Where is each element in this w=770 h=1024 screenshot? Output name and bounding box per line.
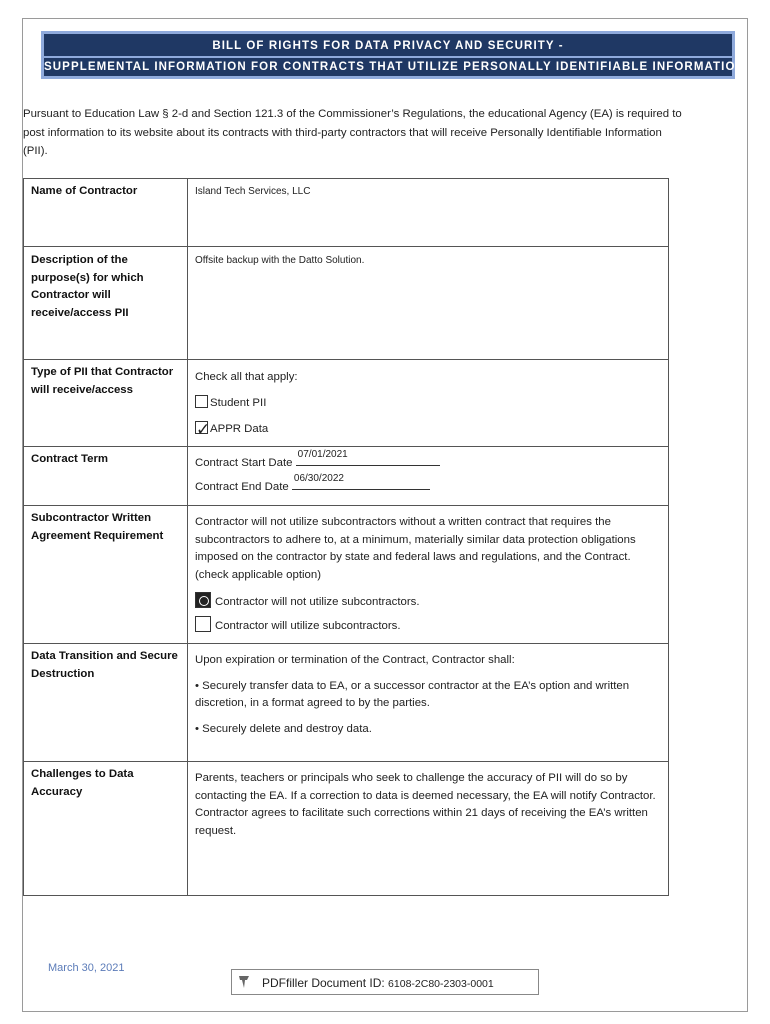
transition-bullet-1: • Securely transfer data to EA, or a successor contractor at the EA’s option and written discretion, in a format agreed to by the parties.	[195, 679, 630, 709]
subcontractor-text: Contractor will not utilize subcontractors without a written contract that requires the subcontractors to adhere to, at a minimum, materially similar data protection obligations imposed on the contractor by state and federal laws and regulations, and the Contract. (check applicable option)	[195, 516, 636, 581]
end-date-field[interactable]	[292, 475, 430, 490]
appr-data-checkbox[interactable]	[195, 421, 208, 434]
footer-date: March 30, 2021	[48, 962, 125, 974]
label-purpose: Description of the purpose(s) for which Contractor will receive/access PII	[24, 247, 188, 360]
option-not-utilize[interactable]	[195, 590, 661, 614]
contractor-name-field[interactable]: Island Tech Services, LLC	[195, 186, 311, 197]
student-pii-label: Student PII	[210, 397, 267, 409]
start-date-row	[195, 451, 661, 475]
end-date-label: Contract End Date	[195, 481, 289, 493]
end-date-row	[195, 475, 661, 499]
label-challenges: Challenges to Data Accuracy	[24, 762, 188, 896]
option-will-utilize[interactable]	[195, 614, 661, 638]
label-contractor: Name of Contractor	[24, 179, 188, 247]
student-pii-checkbox[interactable]	[195, 395, 208, 408]
pdf-id-value: 6108-2C80-2303-0001	[388, 978, 494, 990]
table-row-subcontractor	[24, 506, 669, 644]
title-banner	[41, 31, 745, 79]
table-row-purpose	[24, 247, 669, 360]
intro-paragraph: Pursuant to Education Law § 2-d and Section 121.3 of the Commissioner’s Regulations, the educational Agency (EA) is required to post information to its website about its contracts with third-party contractors that will receive Personally Identifiable Information (PII).	[23, 108, 682, 157]
transition-bullet-2: • Securely delete and destroy data.	[195, 722, 372, 735]
label-pii-type: Type of PII that Contractor will receive/access	[24, 360, 188, 447]
contract-info-table	[23, 178, 669, 896]
label-transition: Data Transition and Secure Destruction	[24, 644, 188, 762]
not-utilize-label: Contractor will not utilize subcontractors.	[215, 596, 420, 608]
purpose-field[interactable]: Offsite backup with the Datto Solution.	[195, 255, 365, 266]
label-contract-term: Contract Term	[24, 447, 188, 506]
end-date-value: 06/30/2022	[293, 473, 344, 484]
pdffiller-icon	[238, 975, 250, 992]
table-row-transition	[24, 644, 669, 762]
start-date-field[interactable]	[296, 451, 440, 466]
not-utilize-option-box[interactable]	[195, 592, 211, 608]
banner-divider	[44, 56, 732, 58]
option-student-pii[interactable]	[195, 390, 661, 416]
table-row-term	[24, 447, 669, 506]
challenges-text: Parents, teachers or principals who seek to challenge the accuracy of PII will do so by contacting the EA. If a correction to data is deemed necessary, the EA will notify Contractor. Contractor agrees to facilitate such corrections within 21 days of receiving the EA’s written request.	[195, 772, 656, 837]
will-utilize-option-box[interactable]	[195, 616, 211, 632]
label-subcontractor: Subcontractor Written Agreement Requirement	[24, 506, 188, 644]
title-line-2: SUPPLEMENTAL INFORMATION FOR CONTRACTS THAT UTILIZE PERSONALLY IDENTIFIABLE INFORMATION	[44, 61, 745, 73]
title-line-1: BILL OF RIGHTS FOR DATA PRIVACY AND SECURITY -	[212, 40, 564, 52]
appr-data-label: APPR Data	[210, 423, 269, 435]
start-date-label: Contract Start Date	[195, 457, 293, 469]
table-row-challenges	[24, 762, 669, 896]
pdffiller-document-id	[231, 969, 539, 995]
pii-check-intro: Check all that apply:	[195, 371, 298, 383]
option-appr-data[interactable]	[195, 416, 661, 442]
table-row-contractor	[24, 179, 669, 247]
start-date-value: 07/01/2021	[297, 449, 348, 460]
transition-intro: Upon expiration or termination of the Contract, Contractor shall:	[195, 654, 515, 666]
pdf-id-label: PDFfiller Document ID:	[262, 976, 385, 990]
will-utilize-label: Contractor will utilize subcontractors.	[215, 620, 401, 632]
table-row-pii-type	[24, 360, 669, 447]
